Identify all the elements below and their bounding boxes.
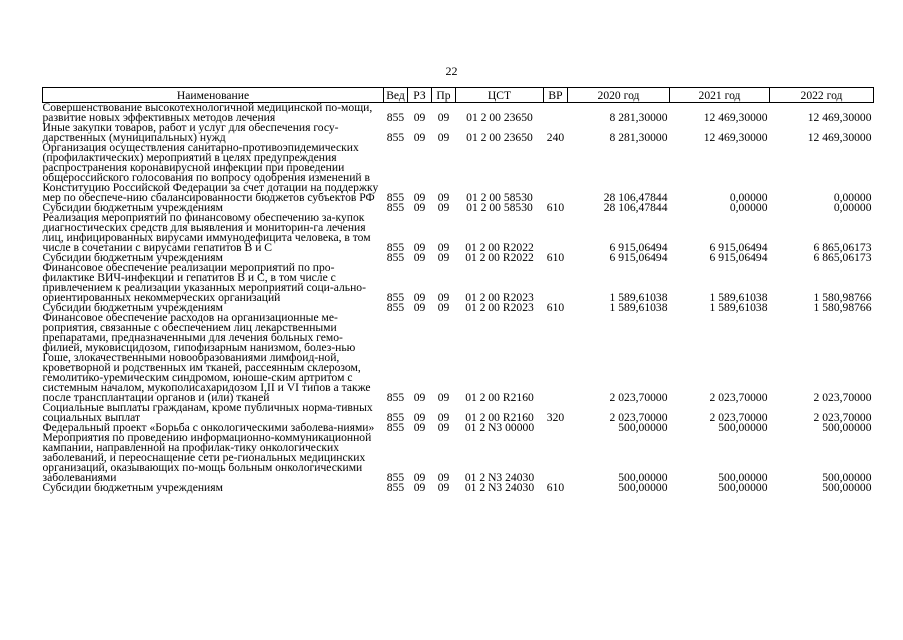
cell-name: Реализация мероприятий по финансовому обеспечению за-купок диагностических средств для выявления и мониторин-га лечения лиц, инфицированных вирусами иммунодефицита человека, в том числе в сочетании с вирусами гепатитов В и С <box>42 211 371 254</box>
table-row <box>43 263 874 303</box>
cell-2020: 500,00000 <box>618 471 668 484</box>
cell-ved: 855 <box>386 421 405 434</box>
cell-rz: 09 <box>413 301 426 314</box>
cell-name: Социальные выплаты гражданам, кроме публичных норма-тивных социальных выплат <box>42 401 373 424</box>
cell-cst: 01 2 00 R2160 <box>465 391 534 404</box>
cell-2020: 8 281,30000 <box>609 111 668 124</box>
cell-2022: 2 023,70000 <box>813 391 872 404</box>
cell-pr: 09 <box>437 241 450 254</box>
cell-2022: 2 023,70000 <box>813 411 872 424</box>
cell-name: Организация осуществления санитарно-противоэпидемических (профилактических) мероприятий в целях предупреждения распространения коронавирусной инфекции при проведении общероссийского голосования по вопросу одобрения изменений в Конституцию Российской Федерации за счет дотации на поддержку мер по обеспече-нию сбалансированности бюджетов субъектов РФ <box>42 141 379 204</box>
cell-2021: 2 023,70000 <box>709 391 768 404</box>
cell-2021: 1 589,61038 <box>709 301 768 314</box>
cell-2020: 28 106,47844 <box>603 191 668 204</box>
cell-pr: 09 <box>437 301 450 314</box>
cell-2022: 500,00000 <box>822 481 872 494</box>
cell-name: Федеральный проект «Борьба с онкологическими заболева-ниями» <box>42 421 375 434</box>
cell-rz: 09 <box>413 241 426 254</box>
cell-name: Субсидии бюджетным учреждениям <box>42 301 223 314</box>
cell-cst: 01 2 00 58530 <box>466 191 533 204</box>
cell-vr <box>544 103 568 124</box>
cell-pr: 09 <box>437 391 450 404</box>
cell-ved: 855 <box>386 191 405 204</box>
cell-ved: 855 <box>386 411 405 424</box>
cell-cst: 01 2 N3 24030 <box>464 481 535 494</box>
cell-cst: 01 2 00 23650 <box>466 111 533 124</box>
cell-vr <box>544 313 568 403</box>
cell-pr: 09 <box>437 201 450 214</box>
cell-pr: 09 <box>437 291 450 304</box>
cell-2020: 2 023,70000 <box>609 411 668 424</box>
cell-name: Субсидии бюджетным учреждениям <box>42 201 223 214</box>
cell-ved: 855 <box>386 481 405 494</box>
cell-ved: 855 <box>386 301 405 314</box>
cell-name: Мероприятия по проведению информационно-коммуникационной кампании, направленной на профилак-тику онкологических заболеваний, и переоснащение сети ре-гиональных медицинских организаций, оказывающих по-мощь больным онкологическими заболеваниями <box>42 431 372 484</box>
header-2022: 2022 год <box>770 88 874 103</box>
cell-2020: 6 915,06494 <box>609 251 668 264</box>
cell-ved: 855 <box>386 391 405 404</box>
header-2021: 2021 год <box>670 88 770 103</box>
cell-ved: 855 <box>386 131 405 144</box>
budget-table <box>42 87 874 493</box>
cell-2022: 12 469,30000 <box>807 131 872 144</box>
cell-2020: 2 023,70000 <box>609 391 668 404</box>
cell-name: Субсидии бюджетным учреждениям <box>42 481 223 494</box>
cell-name: Финансовое обеспечение реализации мероприятий по про-филактике ВИЧ-инфекции и гепатитов В и С, в том числе с привлечением к реализации указанных мероприятий соци-ально-ориентированных некоммерческих организаций <box>42 261 366 304</box>
cell-2021: 1 589,61038 <box>709 291 768 304</box>
cell-pr: 09 <box>437 251 450 264</box>
cell-2021: 6 915,06494 <box>709 241 768 254</box>
cell-vr <box>544 433 568 483</box>
cell-rz: 09 <box>413 421 426 434</box>
cell-pr: 09 <box>437 421 450 434</box>
table-row <box>43 103 874 124</box>
header-cst: ЦСТ <box>456 88 544 103</box>
cell-rz: 09 <box>413 481 426 494</box>
cell-pr: 09 <box>437 111 450 124</box>
cell-pr: 09 <box>437 131 450 144</box>
cell-2022: 6 865,06173 <box>813 251 872 264</box>
cell-2022: 12 469,30000 <box>807 111 872 124</box>
cell-cst: 01 2 00 58530 <box>466 201 533 214</box>
cell-rz: 09 <box>413 131 426 144</box>
header-2020: 2020 год <box>568 88 670 103</box>
header-vr: ВР <box>544 88 568 103</box>
header-ved: Вед <box>384 88 408 103</box>
cell-name: Совершенствование высокотехнологичной медицинской по-мощи, развитие новых эффективных методов лечения <box>42 101 373 124</box>
cell-2022: 500,00000 <box>822 471 872 484</box>
cell-ved: 855 <box>386 291 405 304</box>
cell-vr <box>544 423 568 433</box>
cell-vr: 610 <box>546 481 565 494</box>
cell-2021: 0,00000 <box>729 191 768 204</box>
cell-2021: 12 469,30000 <box>703 131 768 144</box>
cell-2022: 500,00000 <box>822 421 872 434</box>
cell-2021: 0,00000 <box>729 201 768 214</box>
cell-ved: 855 <box>386 251 405 264</box>
cell-vr: 610 <box>546 201 565 214</box>
cell-2020: 1 589,61038 <box>609 291 668 304</box>
table-row <box>43 433 874 483</box>
cell-2022: 1 580,98766 <box>813 291 872 304</box>
cell-vr: 610 <box>546 301 565 314</box>
cell-2020: 500,00000 <box>618 481 668 494</box>
table-row <box>43 483 874 493</box>
cell-2021: 2 023,70000 <box>709 411 768 424</box>
cell-cst: 01 2 00 R2022 <box>465 251 534 264</box>
cell-2022: 1 580,98766 <box>813 301 872 314</box>
cell-rz: 09 <box>413 111 426 124</box>
cell-name: Иные закупки товаров, работ и услуг для обеспечения госу-дарственных (муниципальных) нужд <box>42 121 339 144</box>
cell-2020: 8 281,30000 <box>609 131 668 144</box>
cell-2022: 0,00000 <box>833 191 872 204</box>
cell-vr <box>544 213 568 253</box>
cell-rz: 09 <box>413 471 426 484</box>
cell-2021: 500,00000 <box>718 421 768 434</box>
cell-rz: 09 <box>413 411 426 424</box>
cell-ved: 855 <box>386 111 405 124</box>
cell-rz: 09 <box>413 391 426 404</box>
cell-vr: 610 <box>546 251 565 264</box>
cell-pr: 09 <box>437 411 450 424</box>
cell-pr: 09 <box>437 471 450 484</box>
cell-2020: 1 589,61038 <box>609 301 668 314</box>
cell-cst: 01 2 00 R2160 <box>465 411 534 424</box>
cell-rz: 09 <box>413 251 426 264</box>
cell-rz: 09 <box>413 191 426 204</box>
table-row <box>43 213 874 253</box>
cell-vr: 320 <box>546 411 565 424</box>
table-row <box>43 123 874 143</box>
cell-cst: 01 2 N3 24030 <box>464 471 535 484</box>
cell-2022: 6 865,06173 <box>813 241 872 254</box>
cell-cst: 01 2 00 R2023 <box>465 301 534 314</box>
cell-2020: 28 106,47844 <box>603 201 668 214</box>
cell-cst: 01 2 00 R2023 <box>465 291 534 304</box>
cell-2020: 500,00000 <box>618 421 668 434</box>
header-rz: РЗ <box>408 88 432 103</box>
cell-vr <box>544 143 568 203</box>
cell-2021: 500,00000 <box>718 481 768 494</box>
cell-cst: 01 2 N3 00000 <box>464 421 535 434</box>
cell-cst: 01 2 00 23650 <box>466 131 533 144</box>
cell-rz: 09 <box>413 291 426 304</box>
cell-vr: 240 <box>546 131 565 144</box>
cell-2020: 6 915,06494 <box>609 241 668 254</box>
cell-ved: 855 <box>386 201 405 214</box>
cell-rz: 09 <box>413 201 426 214</box>
cell-2021: 500,00000 <box>718 471 768 484</box>
cell-ved: 855 <box>386 471 405 484</box>
table-row <box>43 313 874 403</box>
header-name: Наименование <box>43 88 384 103</box>
cell-pr: 09 <box>437 481 450 494</box>
cell-ved: 855 <box>386 241 405 254</box>
cell-pr: 09 <box>437 191 450 204</box>
table-row <box>43 403 874 423</box>
table-row <box>43 143 874 203</box>
cell-2021: 12 469,30000 <box>703 111 768 124</box>
page-number: 22 <box>445 64 458 78</box>
header-pr: Пр <box>432 88 456 103</box>
cell-2022: 0,00000 <box>833 201 872 214</box>
cell-vr <box>544 263 568 303</box>
cell-name: Финансовое обеспечение расходов на организационные ме-роприятия, связанные с обеспечением лиц лекарственными препаратами, предназначенными для лечения больных гемо-филией, муковисцидозом, гипофизарным нанизмом, болез-нью Гоше, злокачественными новообразованиями лимфоид-ной, кроветворной и родственных им тканей, рассеянным склерозом, гемолитико-уремическим синдромом, юноше-ским артритом с системным началом, мукополисахаридозом I,II и VI типов а также после трансплантации органов и (или) тканей <box>42 311 371 404</box>
cell-2021: 6 915,06494 <box>709 251 768 264</box>
cell-name: Субсидии бюджетным учреждениям <box>42 251 223 264</box>
cell-cst: 01 2 00 R2022 <box>465 241 534 254</box>
